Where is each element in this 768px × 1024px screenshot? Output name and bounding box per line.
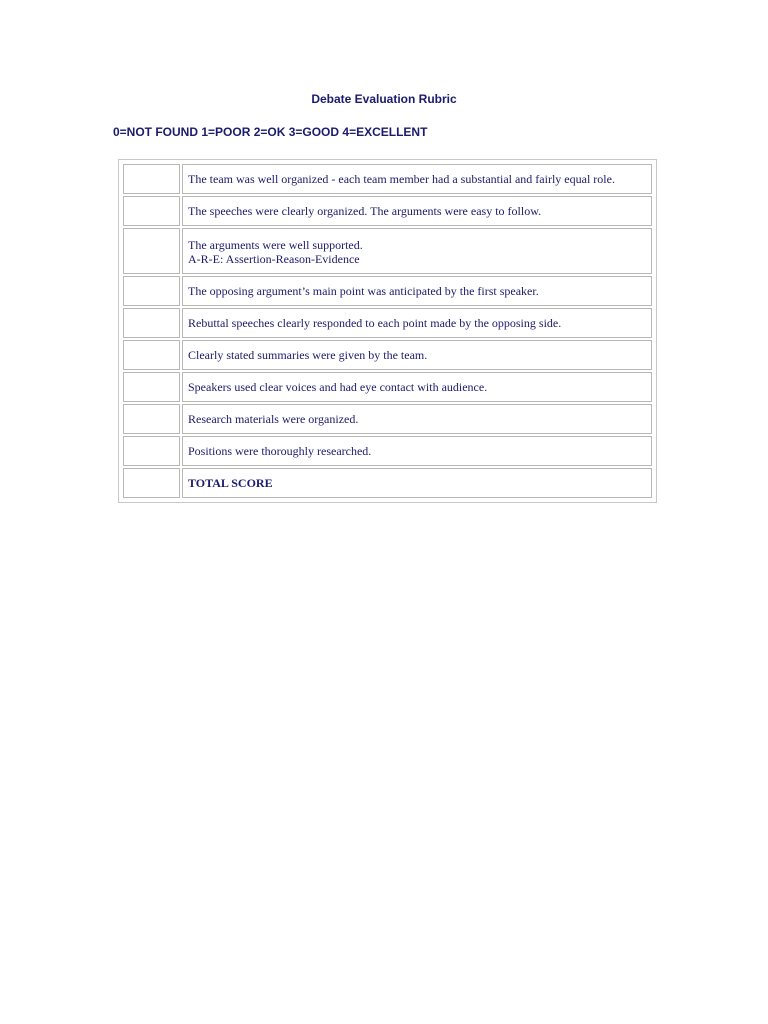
table-row [123, 308, 652, 338]
table-row [123, 436, 652, 466]
criterion-text: Rebuttal speeches clearly responded to each point made by the opposing side. [188, 316, 562, 330]
criterion-text: Positions were thoroughly researched. [188, 444, 372, 458]
criterion-cell [182, 164, 652, 194]
table-row [123, 196, 652, 226]
criterion-cell [182, 196, 652, 226]
criterion-cell [182, 436, 652, 466]
score-cell[interactable] [123, 340, 180, 370]
scoring-scale: 0=NOT FOUND 1=POOR 2=OK 3=GOOD 4=EXCELLENT [113, 125, 428, 139]
score-cell[interactable] [123, 436, 180, 466]
rubric-table [118, 159, 657, 503]
table-row [123, 404, 652, 434]
table-row [123, 228, 652, 274]
table-row [123, 276, 652, 306]
score-cell[interactable] [123, 308, 180, 338]
table-row [123, 372, 652, 402]
criterion-cell [182, 340, 652, 370]
page-title: Debate Evaluation Rubric [311, 92, 457, 106]
total-score-label: TOTAL SCORE [188, 476, 273, 490]
criterion-text: Clearly stated summaries were given by the team. [188, 348, 428, 362]
criterion-text: Research materials were organized. [188, 412, 359, 426]
table-row [123, 468, 652, 498]
table-row [123, 164, 652, 194]
criterion-cell [182, 228, 652, 274]
total-score-label-cell [182, 468, 652, 498]
criterion-cell [182, 308, 652, 338]
criterion-text: The team was well organized - each team member had a substantial and fairly equal role. [188, 172, 615, 186]
score-cell[interactable] [123, 276, 180, 306]
score-cell[interactable] [123, 228, 180, 274]
criterion-subtext: A-R-E: Assertion-Reason-Evidence [188, 252, 360, 266]
score-cell[interactable] [123, 164, 180, 194]
criterion-text: Speakers used clear voices and had eye contact with audience. [188, 380, 488, 394]
table-row [123, 340, 652, 370]
score-cell[interactable] [123, 404, 180, 434]
score-cell[interactable] [123, 196, 180, 226]
score-cell[interactable] [123, 372, 180, 402]
criterion-cell [182, 372, 652, 402]
criterion-text: The arguments were well supported. [188, 238, 363, 252]
criterion-text: The opposing argument’s main point was anticipated by the first speaker. [188, 284, 539, 298]
total-score-cell[interactable] [123, 468, 180, 498]
criterion-text: The speeches were clearly organized. The arguments were easy to follow. [188, 204, 542, 218]
criterion-cell [182, 404, 652, 434]
criterion-cell [182, 276, 652, 306]
